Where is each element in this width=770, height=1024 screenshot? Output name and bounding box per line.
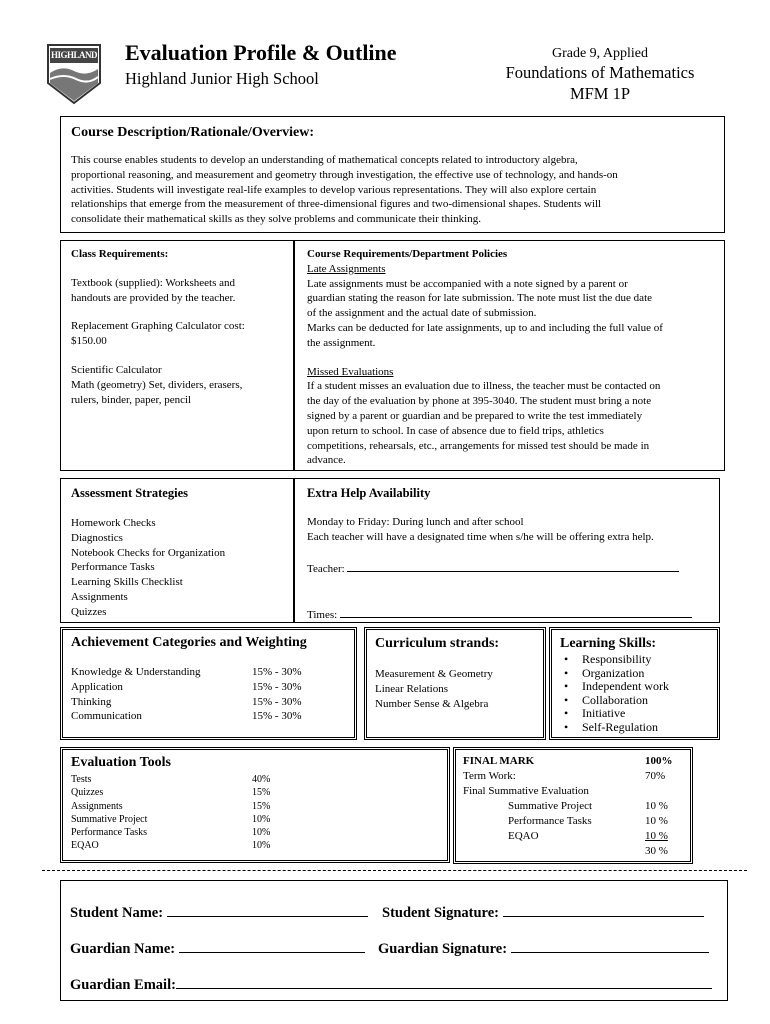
learning-skills-box	[549, 627, 720, 740]
evaluation-label: Performance Tasks	[71, 827, 148, 839]
learning-skill-item: • Self-Regulation	[560, 721, 711, 735]
teacher-label: Teacher:	[307, 562, 348, 575]
class-requirements-heading: Class Requirements:	[71, 248, 169, 260]
evaluation-row	[71, 839, 439, 852]
evaluation-row	[71, 786, 439, 799]
description-heading: Course Description/Rationale/Overview:	[71, 125, 315, 140]
assessment-item: Quizzes	[71, 605, 107, 618]
extra-help-schedule: Monday to Friday: During lunch and after school	[307, 516, 524, 528]
description-line: This course enables students to develop an understanding of mathematical concepts related to introductory algebra,	[71, 154, 578, 166]
achievement-heading: Achievement Categories and Weighting	[71, 635, 307, 650]
guardian-email-field[interactable]	[70, 976, 712, 994]
evaluation-value: 40%	[252, 774, 271, 785]
learning-skill-item: • Initiative	[560, 707, 711, 721]
evaluation-tools-box	[60, 747, 450, 863]
achievement-row	[71, 695, 346, 710]
learning-skill-item: • Collaboration	[560, 694, 711, 708]
late-line: guardian stating the reason for late submission. The note must list the due date	[307, 292, 653, 305]
guardian-email-blank[interactable]	[176, 976, 712, 989]
times-field[interactable]	[307, 605, 709, 623]
late-line: of the assignment and the actual date of submission.	[307, 307, 537, 320]
achievement-row	[71, 680, 346, 695]
assessment-item: Notebook Checks for Organization	[71, 546, 226, 559]
summative-total: 30 %	[645, 845, 668, 857]
achievement-row	[71, 665, 346, 680]
evaluation-value: 15%	[252, 787, 271, 799]
learning-skill-item: • Independent work	[560, 680, 711, 694]
extra-help-box	[294, 478, 720, 623]
curriculum-item: Number Sense & Algebra	[375, 697, 489, 710]
achievement-value: 15% - 30%	[252, 680, 302, 693]
school-logo	[46, 43, 102, 105]
evaluation-value: 15%	[252, 800, 271, 812]
description-line: proportional reasoning, and measurement and geometry through investigation, the effective use of technology, and hands-on	[71, 168, 618, 181]
performance-tasks-value: 10 %	[645, 815, 668, 827]
assessment-item: Performance Tasks	[71, 561, 155, 574]
student-name-blank[interactable]	[167, 904, 368, 917]
page-title: Evaluation Profile & Outline	[125, 40, 397, 65]
achievement-label: Knowledge & Understanding	[71, 666, 201, 678]
late-assignments-heading: Late Assignments	[307, 262, 386, 275]
guardian-email-label: Guardian Email:	[70, 977, 176, 993]
summative-project-label: Summative Project	[508, 800, 593, 812]
guardian-signature-field[interactable]	[378, 940, 709, 958]
term-work-value: 70%	[645, 770, 666, 782]
evaluation-row	[71, 826, 439, 839]
description-line: activities. Students will investigate real-life examples to develop various representations. They will also explore certain	[71, 183, 597, 196]
logo-text: HIGHLAND	[51, 50, 98, 60]
student-name-label: Student Name:	[70, 905, 167, 921]
school-name: Highland Junior High School	[125, 69, 319, 88]
course-name: Foundations of Mathematics	[505, 63, 695, 82]
achievement-box	[60, 627, 357, 740]
supplies-line: Scientific Calculator	[71, 363, 162, 376]
student-signature-field[interactable]	[382, 904, 704, 922]
achievement-value: 15% - 30%	[252, 695, 302, 708]
guardian-name-field[interactable]	[70, 940, 365, 958]
textbook-line: handouts are provided by the teacher.	[71, 291, 236, 304]
policies-heading: Course Requirements/Department Policies	[307, 248, 508, 260]
summative-label: Final Summative Evaluation	[463, 785, 589, 797]
assessment-item: Learning Skills Checklist	[71, 576, 183, 589]
textbook-line: Textbook (supplied): Worksheets and	[71, 276, 236, 289]
cut-line-divider	[42, 870, 747, 871]
achievement-row	[71, 709, 346, 724]
missed-line: signed by a parent or guardian and be prepared to write the test immediately	[307, 409, 643, 422]
curriculum-item: Measurement & Geometry	[375, 668, 493, 680]
student-signature-blank[interactable]	[503, 904, 704, 917]
description-line: relationships that emerge from the measurement of three-dimensional figures and two-dimensional shapes. Students will	[71, 198, 602, 211]
course-policies-box	[294, 240, 725, 471]
evaluation-value: 10%	[252, 840, 271, 852]
guardian-name-label: Guardian Name:	[70, 941, 179, 957]
curriculum-heading: Curriculum strands:	[375, 636, 500, 651]
missed-line: the day of the evaluation by phone at 395-3040. The student must bring a note	[307, 395, 652, 408]
eqao-label: EQAO	[508, 830, 539, 842]
late-line: Marks can be deducted for late assignments, up to and including the full value of	[307, 321, 663, 334]
grade-label: Grade 9, Applied	[551, 46, 649, 61]
student-name-field[interactable]	[70, 904, 368, 922]
supplies-line: rulers, binder, paper, pencil	[71, 393, 192, 406]
missed-line: advance.	[307, 454, 346, 467]
teacher-blank[interactable]	[347, 559, 679, 572]
final-mark-heading: FINAL MARK	[463, 755, 535, 767]
achievement-label: Communication	[71, 710, 142, 723]
assessment-item: Homework Checks	[71, 517, 156, 529]
evaluation-row	[71, 813, 439, 826]
term-work-label: Term Work:	[463, 770, 516, 782]
summative-project-value: 10 %	[645, 800, 668, 812]
learning-skills-heading: Learning Skills:	[560, 636, 657, 651]
teacher-field[interactable]	[307, 559, 709, 577]
learning-skill-item: • Organization	[560, 667, 711, 681]
curriculum-item: Linear Relations	[375, 682, 449, 695]
guardian-signature-label: Guardian Signature:	[378, 941, 511, 957]
performance-tasks-label: Performance Tasks	[508, 815, 592, 827]
achievement-label: Application	[71, 680, 123, 693]
class-requirements-box	[60, 240, 294, 471]
extra-help-note: Each teacher will have a designated time when s/he will be offering extra help.	[307, 530, 654, 543]
calculator-line: Replacement Graphing Calculator cost:	[71, 320, 245, 333]
learning-skill-item: • Responsibility	[560, 653, 711, 667]
achievement-value: 15% - 30%	[252, 710, 302, 723]
assessment-heading: Assessment Strategies	[71, 486, 188, 500]
curriculum-box	[364, 627, 546, 740]
course-description-box	[60, 116, 725, 233]
description-line: consolidate their mathematical skills as they solve problems and communicate their thinking.	[71, 213, 481, 226]
assessment-item: Diagnostics	[71, 531, 123, 544]
evaluation-label: Assignments	[71, 800, 123, 812]
supplies-line: Math (geometry) Set, dividers, erasers,	[71, 378, 243, 391]
assessment-item: Assignments	[71, 590, 128, 603]
missed-evaluations-heading: Missed Evaluations	[307, 365, 394, 378]
guardian-name-blank[interactable]	[179, 940, 365, 953]
late-line: Late assignments must be accompanied with a note signed by a parent or	[307, 277, 628, 290]
evaluation-label: EQAO	[71, 840, 99, 852]
evaluation-row	[71, 800, 439, 813]
missed-line: upon return to school. In case of absence due to field trips, athletics	[307, 424, 604, 437]
extra-help-heading: Extra Help Availability	[307, 486, 431, 500]
missed-line: competitions, rehearsals, etc., arrangements for missed test should be made in	[307, 439, 650, 452]
evaluation-row	[71, 773, 439, 786]
course-code: MFM 1P	[569, 84, 631, 103]
times-label: Times:	[307, 609, 340, 622]
eqao-value: 10 %	[645, 830, 668, 842]
learning-skills-list	[560, 653, 711, 735]
evaluation-tools-heading: Evaluation Tools	[71, 755, 171, 770]
evaluation-value: 10%	[252, 813, 271, 825]
calculator-cost: $150.00	[71, 335, 107, 348]
evaluation-value: 10%	[252, 827, 271, 839]
times-blank[interactable]	[340, 605, 692, 618]
late-line: the assignment.	[307, 336, 376, 349]
evaluation-label: Quizzes	[71, 787, 104, 799]
achievement-value: 15% - 30%	[252, 666, 302, 678]
guardian-signature-blank[interactable]	[511, 940, 709, 953]
final-mark-total: 100%	[645, 755, 673, 767]
achievement-label: Thinking	[71, 695, 112, 708]
assessment-strategies-box	[60, 478, 294, 623]
missed-line: If a student misses an evaluation due to illness, the teacher must be contacted on	[307, 380, 661, 393]
evaluation-label: Tests	[71, 774, 92, 785]
student-signature-label: Student Signature:	[382, 905, 503, 921]
evaluation-label: Summative Project	[71, 813, 148, 825]
